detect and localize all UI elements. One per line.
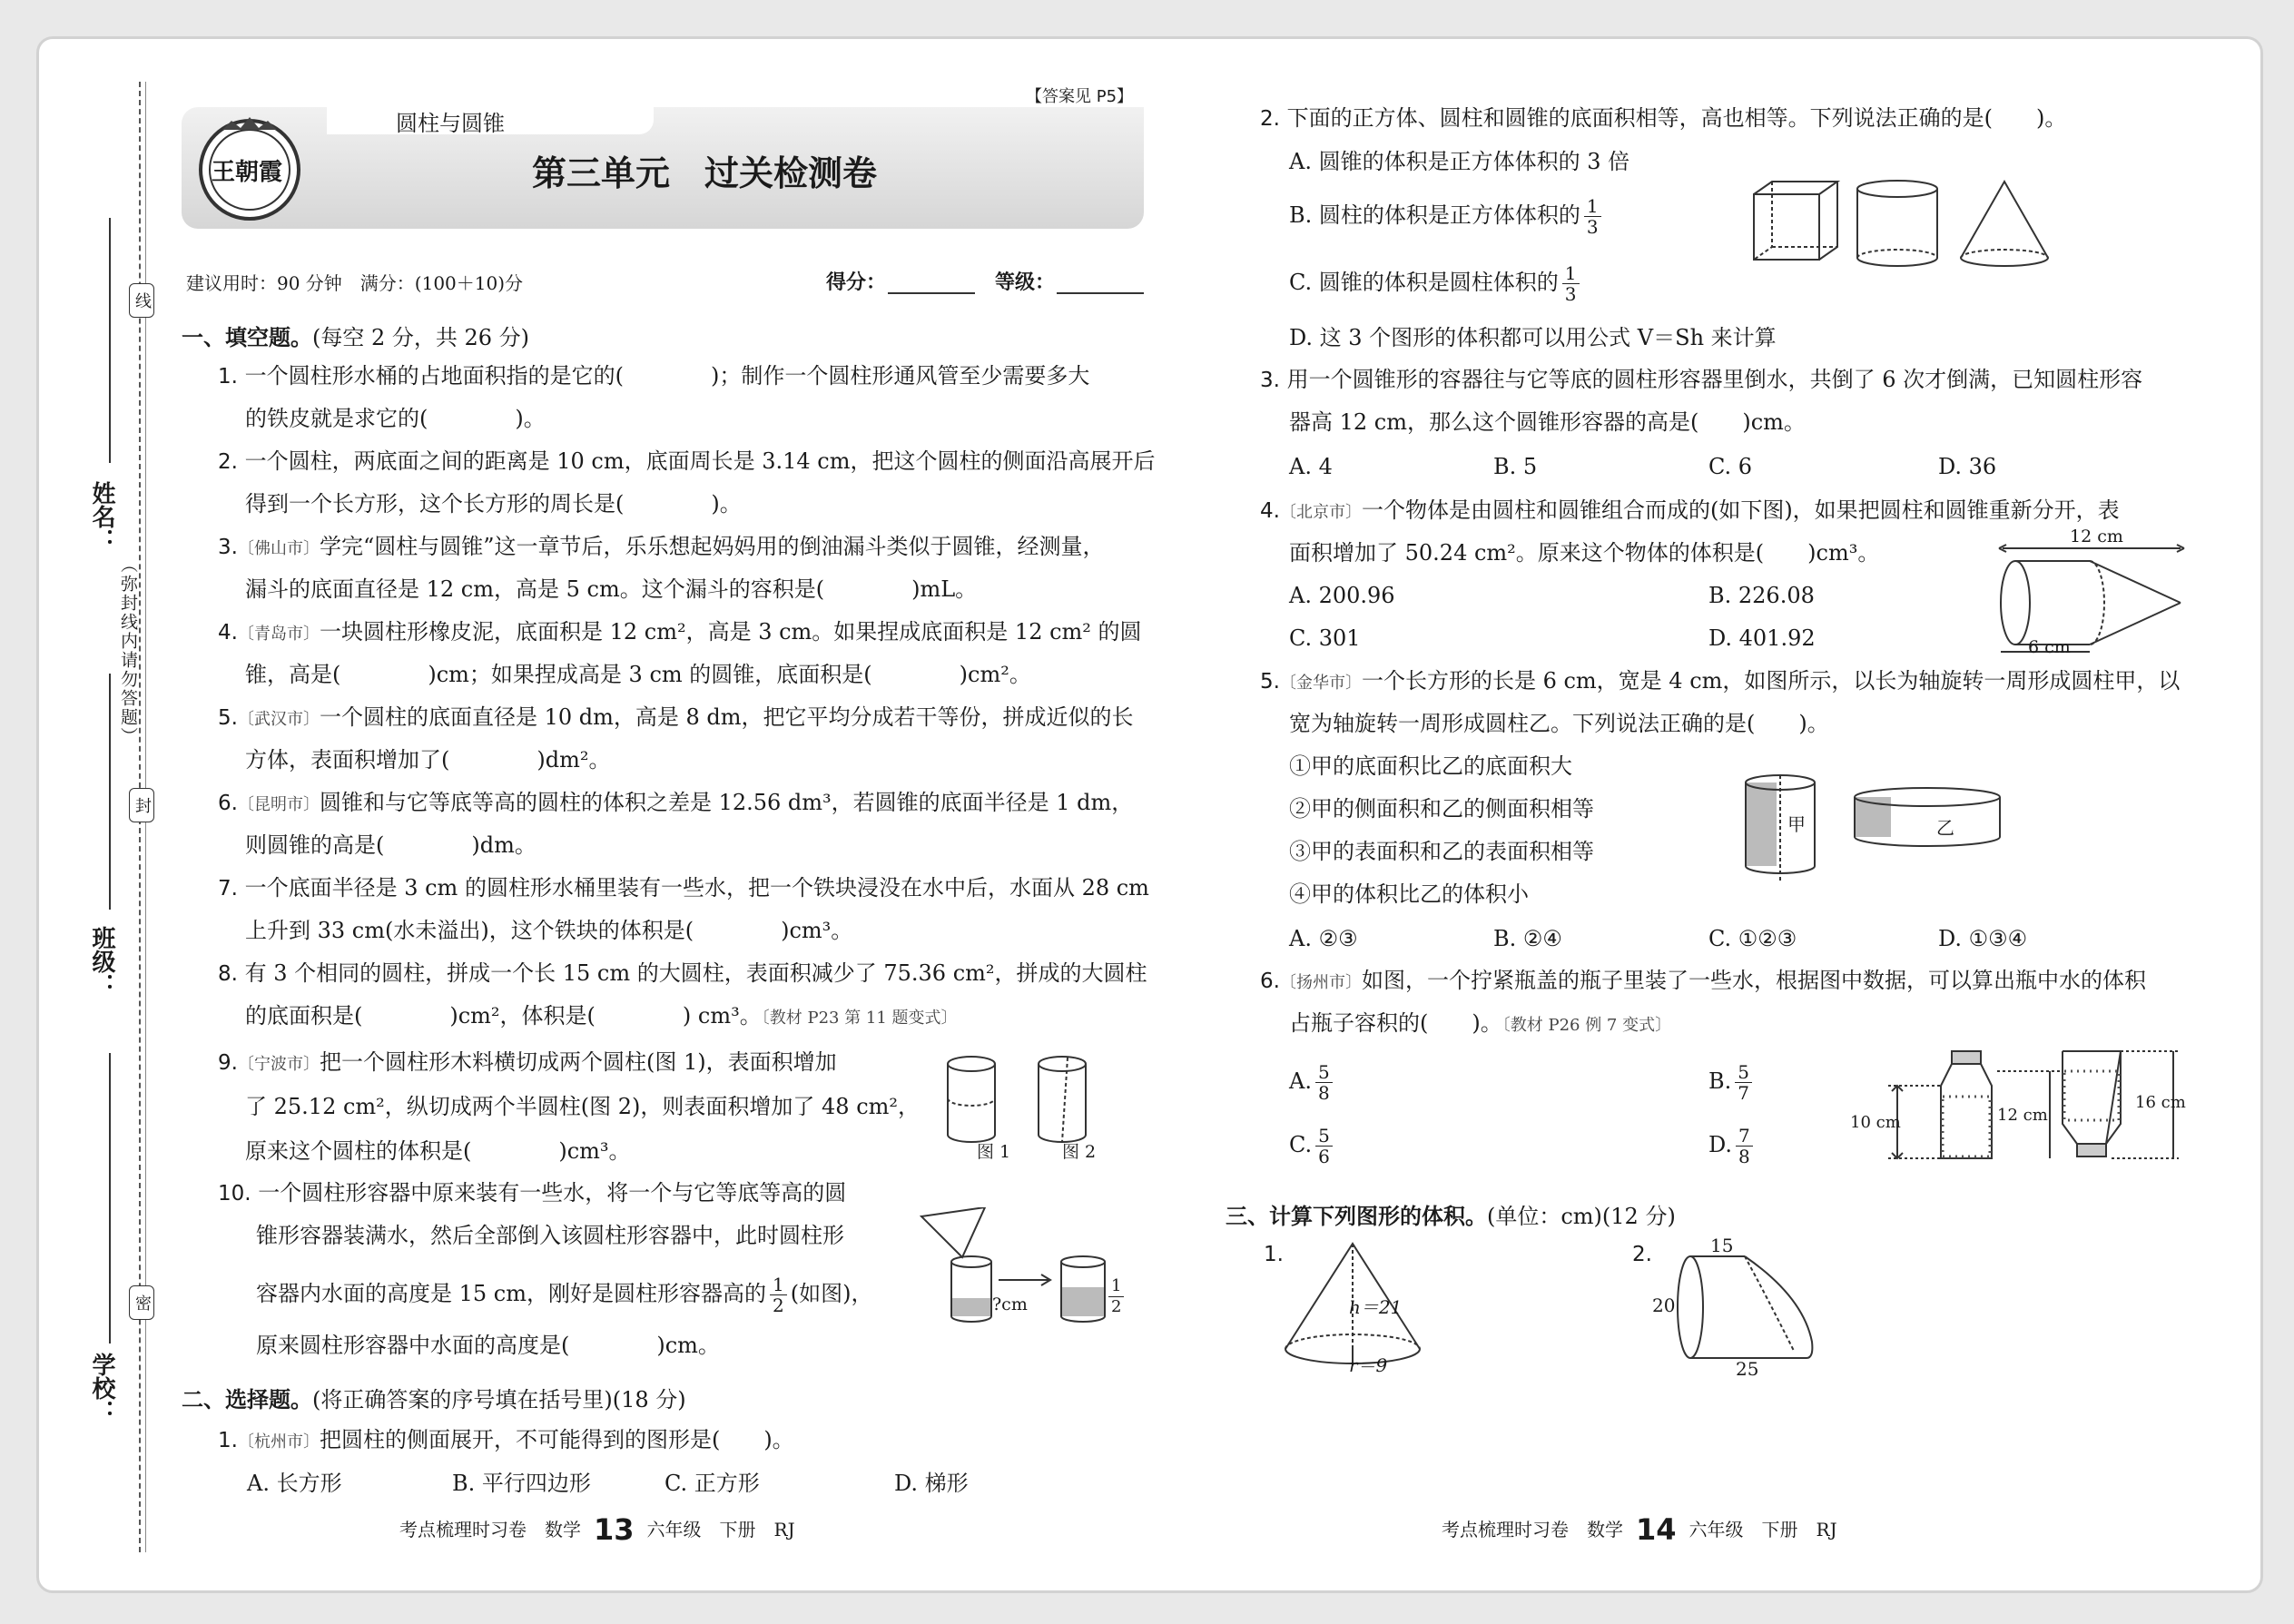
s2-q2-option-b[interactable]: B. 圆柱的体积是正方体体积的 $\frac{1}{3}$ bbox=[1289, 196, 1605, 237]
s2-q1: 1.〔杭州市〕把圆柱的侧面展开，不可能得到的图形是( )。 bbox=[218, 1427, 794, 1452]
s2-q5-option-a[interactable]: A. ②③ bbox=[1289, 926, 1358, 951]
s2-q5-statement-3: ③甲的表面积和乙的表面积相等 bbox=[1289, 839, 1594, 864]
s1-q8-line2: 的底面积是( )cm²，体积是( ) cm³。〔教材 P23 第 11 题变式〕 bbox=[245, 1003, 958, 1029]
fig1-label: 图 1 bbox=[977, 1142, 1011, 1162]
s3-p1-height-label: h＝21 bbox=[1349, 1296, 1403, 1318]
fig2-label: 图 2 bbox=[1062, 1142, 1097, 1162]
s1-q10-line4: 原来圆柱形容器中水面的高度是( )cm。 bbox=[256, 1333, 720, 1358]
s2-q3: 3. 用一个圆锥形的容器往与它等底的圆柱形容器里倒水，共倒了 6 次才倒满，已知圆柱形容 bbox=[1260, 367, 2143, 392]
s2-q5-option-b[interactable]: B. ②④ bbox=[1493, 926, 1562, 951]
name-field-line[interactable] bbox=[109, 218, 111, 463]
s3-p2-top-label: 15 bbox=[1710, 1235, 1734, 1256]
s2-q1-option-a[interactable]: A. 长方形 bbox=[247, 1471, 342, 1496]
publisher-logo bbox=[195, 113, 304, 222]
s1-q9: 9.〔宁波市〕把一个圆柱形木料横切成两个圆柱(图 1)，表面积增加 bbox=[218, 1049, 837, 1075]
answer-reference: 【答案见 P5】 bbox=[1026, 87, 1134, 106]
s2-q4-figure bbox=[1988, 527, 2197, 661]
s1-q10-fig-unknown: ?cm bbox=[992, 1294, 1028, 1314]
s1-q9-line2: 了 25.12 cm²，纵切成两个半圆柱(图 2)，则表面积增加了 48 cm²， bbox=[245, 1094, 921, 1119]
binding-mark-xian: 线 bbox=[129, 283, 154, 318]
s2-q4-option-c[interactable]: C. 301 bbox=[1289, 625, 1361, 651]
s2-q6-option-a[interactable]: A. $\frac{5}{8}$ bbox=[1289, 1062, 1336, 1103]
s2-q4-option-b[interactable]: B. 226.08 bbox=[1708, 583, 1815, 608]
bottle-water-height-label: 10 cm bbox=[1850, 1113, 1901, 1132]
s2-q2-option-a[interactable]: A. 圆锥的体积是正方体体积的 3 倍 bbox=[1289, 149, 1630, 174]
s2-q1-option-b[interactable]: B. 平行四边形 bbox=[452, 1471, 591, 1496]
s1-q3-line2: 漏斗的底面直径是 12 cm，高是 5 cm。这个漏斗的容积是( )mL。 bbox=[245, 576, 978, 602]
s1-q1: 1. 一个圆柱形水桶的占地面积指的是它的( )；制作一个圆柱形通风管至少需要多大 bbox=[218, 363, 1090, 389]
s2-q5-statement-2: ②甲的侧面积和乙的侧面积相等 bbox=[1289, 796, 1594, 822]
s2-q1-option-d[interactable]: D. 梯形 bbox=[894, 1471, 969, 1496]
section3-title: 三、计算下列图形的体积。(单位：cm)(12 分) bbox=[1226, 1204, 1676, 1229]
s2-q5-line2: 宽为轴旋转一周形成圆柱乙。下列说法正确的是( )。 bbox=[1289, 711, 1829, 736]
s1-q7: 7. 一个底面半径是 3 cm 的圆柱形水桶里装有一些水，把一个铁块浸没在水中后，水面从 28 cm bbox=[218, 875, 1149, 901]
s2-q2-option-d[interactable]: D. 这 3 个图形的体积都可以用公式 V＝Sh 来计算 bbox=[1289, 325, 1777, 350]
s2-q4-option-a[interactable]: A. 200.96 bbox=[1289, 583, 1395, 608]
s2-q5: 5.〔金华市〕一个长方形的长是 6 cm，宽是 4 cm，如图所示，以长为轴旋转一周形成圆柱甲，以 bbox=[1260, 668, 2181, 694]
s1-q5: 5.〔武汉市〕一个圆柱的底面直径是 10 dm，高是 8 dm，把它平均分成若干等份，拼成近似的长 bbox=[218, 704, 1134, 730]
s2-q5-option-d[interactable]: D. ①③④ bbox=[1938, 926, 2028, 951]
s1-q6: 6.〔昆明市〕圆锥和与它等底等高的圆柱的体积之差是 12.56 dm³，若圆锥的底面半径是 1 dm， bbox=[218, 790, 1134, 815]
score-label: 得分： bbox=[826, 271, 887, 294]
s3-p2-number: 2. bbox=[1632, 1243, 1652, 1266]
section2-title: 二、选择题。(将正确答案的序号填在括号里)(18 分) bbox=[182, 1387, 686, 1412]
s2-q2-figure bbox=[1752, 178, 2079, 269]
class-field-line[interactable] bbox=[109, 674, 111, 910]
s1-q10-line2: 锥形容器装满水，然后全部倒入该圆柱形容器中，此时圆柱形 bbox=[256, 1223, 844, 1248]
s1-q4-line2: 锥，高是( )cm；如果捏成高是 3 cm 的圆锥，底面积是( )cm²。 bbox=[245, 662, 1031, 687]
s1-q2: 2. 一个圆柱，两底面之间的距离是 10 cm，底面周长是 3.14 cm，把这个圆柱的侧面沿高展开后 bbox=[218, 448, 1156, 474]
s2-q6-option-d[interactable]: D. $\frac{7}{8}$ bbox=[1708, 1126, 1757, 1166]
footer-left: 考点梳理时习卷 数学 13 六年级 下册 RJ bbox=[399, 1512, 795, 1547]
s1-q10-figure bbox=[912, 1207, 1157, 1334]
s1-q5-line2: 方体，表面积增加了( )dm²。 bbox=[245, 747, 611, 773]
bottle-air-height-label: 12 cm bbox=[1997, 1106, 2048, 1125]
section1-title: 一、填空题。(每空 2 分，共 26 分) bbox=[182, 325, 530, 350]
s2-q5-statement-4: ④甲的体积比乙的体积小 bbox=[1289, 881, 1529, 907]
s1-q6-line2: 则圆锥的高是( )dm。 bbox=[245, 832, 537, 858]
s1-q9-figure bbox=[917, 1044, 1135, 1171]
s2-q4: 4.〔北京市〕一个物体是由圆柱和圆锥组合而成的(如下图)，如果把圆柱和圆锥重新分开，表 bbox=[1260, 497, 2120, 523]
s2-q6-option-c[interactable]: C. $\frac{5}{6}$ bbox=[1289, 1126, 1336, 1166]
s1-q10: 10. 一个圆柱形容器中原来装有一些水，将一个与它等底等高的圆 bbox=[218, 1180, 847, 1206]
s2-q6-figure bbox=[1850, 1046, 2206, 1173]
score-field[interactable] bbox=[888, 292, 975, 294]
s1-q10-line3: 容器内水面的高度是 15 cm，刚好是圆柱形容器高的 $\frac{1}{2}$ (如图)， bbox=[256, 1274, 873, 1316]
s3-p2-left-label: 20 bbox=[1652, 1294, 1676, 1316]
logo-text: 王朝霞 bbox=[212, 159, 283, 186]
cylinder-yi-label: 乙 bbox=[1936, 817, 1954, 839]
s2-q3-option-a[interactable]: A. 4 bbox=[1289, 454, 1333, 479]
page-title: 第三单元 过关检测卷 bbox=[532, 153, 878, 193]
s2-q5-statement-1: ①甲的底面积比乙的底面积大 bbox=[1289, 753, 1572, 779]
cylinder-jia-label: 甲 bbox=[1787, 813, 1806, 835]
s1-q8: 8. 有 3 个相同的圆柱，拼成一个长 15 cm 的大圆柱，表面积减少了 75.36 cm²，拼成的大圆柱 bbox=[218, 960, 1147, 986]
binding-note: （弥封线内请勿答题） bbox=[118, 556, 138, 746]
s2-q3-option-b[interactable]: B. 5 bbox=[1493, 454, 1538, 479]
grade-field[interactable] bbox=[1057, 292, 1144, 294]
s2-q3-line2: 器高 12 cm，那么这个圆锥形容器的高是( )cm。 bbox=[1289, 409, 1806, 435]
grade-label: 等级： bbox=[995, 271, 1056, 294]
subject-tag: 圆柱与圆锥 bbox=[396, 111, 505, 136]
bottle-total-height-label: 16 cm bbox=[2135, 1093, 2186, 1112]
class-label: 班级： bbox=[88, 926, 115, 997]
s1-q7-line2: 上升到 33 cm(水未溢出)，这个铁块的体积是( )cm³。 bbox=[245, 918, 853, 943]
s3-p1-cone bbox=[1280, 1240, 1443, 1376]
s2-q5-option-c[interactable]: C. ①②③ bbox=[1708, 926, 1797, 951]
s1-q10-fig-fraction: $\frac{1}{2}$ bbox=[1108, 1276, 1124, 1317]
s2-q4-length-label: 12 cm bbox=[2070, 527, 2123, 546]
time-info: 建议用时：90 分钟 满分：(100＋10)分 bbox=[186, 272, 524, 294]
s3-p1-radius-label: r＝9 bbox=[1349, 1354, 1388, 1376]
s2-q6-line2: 占瓶子容积的( )。〔教材 P26 例 7 变式〕 bbox=[1289, 1010, 1672, 1036]
s2-q4-line2: 面积增加了 50.24 cm²。原来这个物体的体积是( )cm³。 bbox=[1289, 540, 1880, 566]
s2-q5-figure bbox=[1738, 770, 2002, 888]
footer-right: 考点梳理时习卷 数学 14 六年级 下册 RJ bbox=[1442, 1512, 1837, 1547]
s3-p2-bottom-label: 25 bbox=[1736, 1358, 1759, 1380]
s2-q3-option-c[interactable]: C. 6 bbox=[1708, 454, 1753, 479]
s1-q2-line2: 得到一个长方形，这个长方形的周长是( )。 bbox=[245, 491, 742, 517]
s2-q4-diameter-label: 6 cm bbox=[2028, 637, 2071, 657]
s3-p1-number: 1. bbox=[1264, 1243, 1284, 1266]
s1-q3: 3.〔佛山市〕学完“圆柱与圆锥”这一章节后，乐乐想起妈妈用的倒油漏斗类似于圆锥，经测量， bbox=[218, 534, 1105, 559]
s2-q2: 2. 下面的正方体、圆柱和圆锥的底面积相等，高也相等。下列说法正确的是( )。 bbox=[1260, 105, 2067, 131]
s2-q6: 6.〔扬州市〕如图，一个拧紧瓶盖的瓶子里装了一些水，根据图中数据，可以算出瓶中水的体积 bbox=[1260, 968, 2146, 993]
s2-q3-option-d[interactable]: D. 36 bbox=[1938, 454, 1997, 479]
s1-q9-line3: 原来这个圆柱的体积是( )cm³。 bbox=[245, 1138, 631, 1164]
school-label: 学校： bbox=[88, 1353, 115, 1423]
s2-q2-option-c[interactable]: C. 圆锥的体积是圆柱体积的 $\frac{1}{3}$ bbox=[1289, 263, 1583, 304]
s1-q4: 4.〔青岛市〕一块圆柱形橡皮泥，底面积是 12 cm²，高是 3 cm。如果捏成底面积是 12 cm² 的圆 bbox=[218, 619, 1142, 645]
s2-q4-option-d[interactable]: D. 401.92 bbox=[1708, 625, 1816, 651]
s2-q1-option-c[interactable]: C. 正方形 bbox=[665, 1471, 760, 1496]
binding-mark-feng: 封 bbox=[129, 788, 154, 822]
s1-q1-line2: 的铁皮就是求它的( )。 bbox=[245, 406, 546, 431]
school-field-line[interactable] bbox=[109, 1053, 111, 1343]
binding-mark-mi: 密 bbox=[129, 1285, 154, 1320]
s2-q6-option-b[interactable]: B. $\frac{5}{7}$ bbox=[1708, 1062, 1756, 1103]
name-label: 姓名： bbox=[88, 481, 115, 552]
s3-p2-shape bbox=[1652, 1235, 1830, 1380]
